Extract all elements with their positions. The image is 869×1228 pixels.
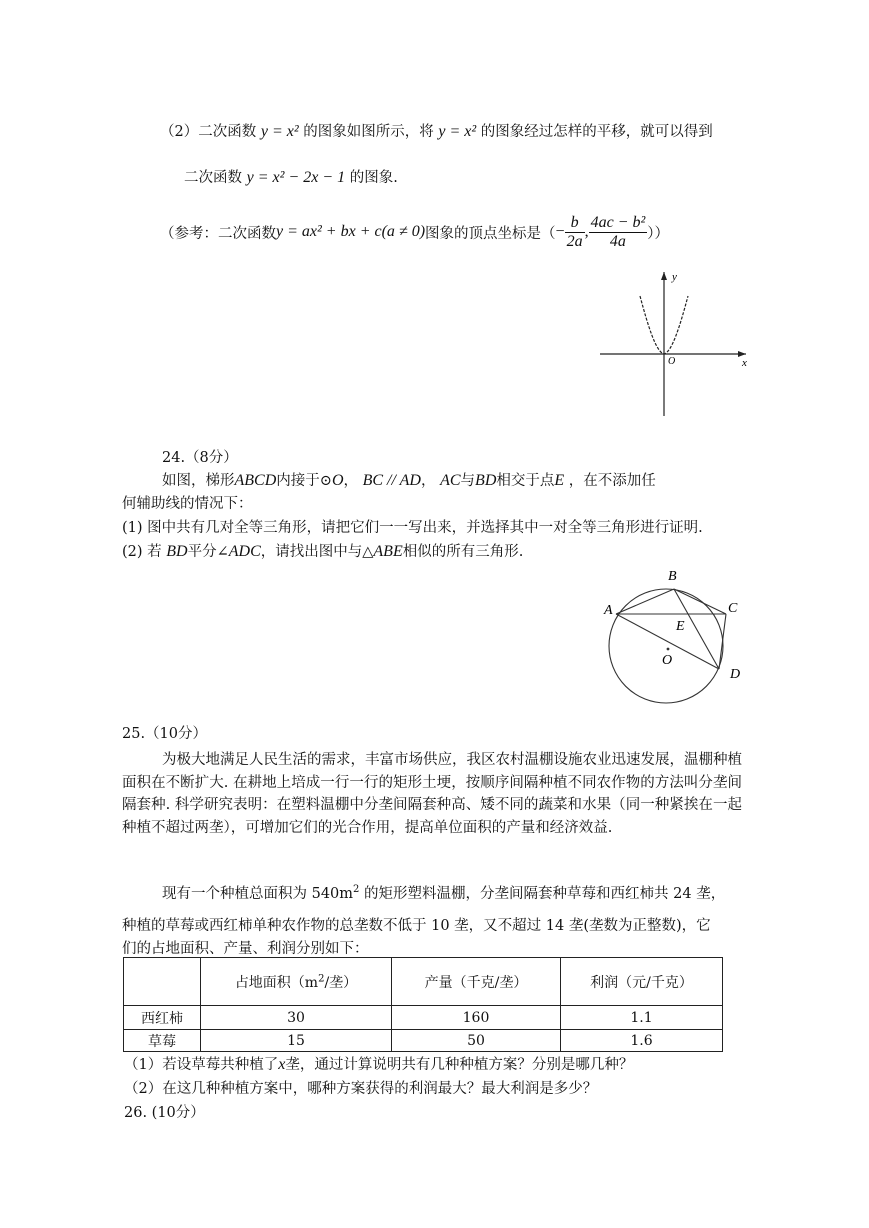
text: （2）二次函数 — [160, 124, 257, 140]
formula: y = x² — [260, 123, 299, 140]
vertex-y-fraction — [589, 214, 648, 251]
text: /垄） — [324, 974, 358, 991]
segment-cd — [719, 614, 726, 669]
row-name: 草莓 — [124, 1030, 201, 1052]
q26-heading: 26. (10分） — [124, 1105, 205, 1121]
symbol: AC — [440, 472, 461, 489]
text: 的图象. — [349, 170, 398, 186]
q23-line1 — [160, 120, 713, 141]
y-axis-arrow — [661, 272, 667, 280]
text: 的图象如图所示，将 — [303, 124, 434, 140]
q23-reference — [160, 208, 669, 256]
text: 的矩形塑料温棚，分垄间隔套种草莓和西红柿共 24 垄， — [359, 886, 726, 902]
text: 现有一个种植总面积为 540m — [162, 886, 354, 902]
label-d: D — [730, 667, 741, 682]
denominator: 4a — [609, 232, 626, 250]
x-label: x — [742, 357, 747, 369]
parabola-graph — [596, 266, 756, 418]
center-point — [667, 648, 670, 651]
minus-sign: − — [555, 223, 565, 240]
text: 的图象经过怎样的平移，就可以得到 — [480, 124, 713, 140]
segment-bc — [674, 589, 726, 614]
text: 如图，梯形 — [162, 473, 235, 489]
table-row — [124, 1006, 723, 1030]
symbol: BC // AD — [362, 472, 421, 489]
circle-trapezoid-figure — [596, 566, 746, 714]
row-profit: 1.1 — [561, 1006, 723, 1030]
numerator: 4ac − b² — [590, 213, 646, 231]
symbol: E — [554, 472, 565, 489]
text: ， — [420, 473, 436, 489]
text: 相交于点 — [496, 473, 555, 489]
text: 相似的所有三角形. — [402, 544, 524, 560]
text: （1）若设草莓共种植了 — [124, 1057, 279, 1073]
q24-part1: (1) 图中共有几对全等三角形，请把它们一一写出来，并选择其中一对全等三角形进行证明. — [122, 520, 703, 536]
row-profit: 1.6 — [561, 1030, 723, 1052]
symbol: ADC — [228, 543, 261, 560]
text: (2) 若 — [122, 544, 162, 560]
label-c: C — [728, 601, 738, 616]
table-header-row — [124, 958, 723, 1006]
vertex-x-fraction — [565, 214, 585, 251]
text: ，请找出图中与△ — [260, 544, 374, 560]
text: 内接于⊙ — [276, 473, 332, 489]
superscript: 2 — [353, 884, 360, 896]
text: 与 — [460, 473, 476, 489]
text: （参考：二次函数 — [160, 225, 276, 242]
text: 图象的顶点坐标是（ — [425, 225, 556, 242]
q25-question-2: （2）在这几种种植方案中，哪种方案获得的利润最大？最大利润是多少？ — [124, 1081, 598, 1097]
header-yield: 产量（千克/垄） — [392, 958, 561, 1006]
label-o: O — [662, 653, 673, 668]
text: ，在不添加任 — [568, 473, 656, 489]
q25-question-1 — [124, 1053, 633, 1074]
symbol: ABCD — [234, 472, 277, 489]
q23-line2 — [184, 166, 398, 187]
formula: y = x² — [438, 123, 477, 140]
text: 二次函数 — [184, 170, 242, 186]
text: 平分∠ — [187, 544, 229, 560]
q24-intro — [162, 469, 656, 490]
q25-para2-line2: 种植的草莓或西红柿单种农作物的总垄数不低于 10 垄，又不超过 14 垄(垄数为正整数)，它 — [122, 918, 711, 934]
q25-heading: 25.（10分） — [122, 726, 208, 742]
table-row — [124, 1030, 723, 1052]
symbol: ABE — [373, 543, 403, 560]
symbol: BD — [166, 543, 188, 560]
origin-label: O — [668, 356, 676, 367]
superscript: 2 — [318, 972, 325, 984]
symbol: O — [331, 472, 344, 489]
text: ）） — [647, 225, 670, 242]
q25-para2-line1 — [162, 882, 725, 903]
denominator: 2a — [566, 232, 583, 250]
label-e: E — [676, 619, 685, 634]
variable: x — [278, 1056, 286, 1073]
row-yield: 160 — [392, 1006, 561, 1030]
comma: , — [584, 223, 589, 240]
label-a: A — [604, 603, 613, 618]
text: 垄，通过计算说明共有几种种植方案？分别是哪几种？ — [285, 1057, 634, 1073]
q25-para2-line3: 们的占地面积、产量、利润分别如下： — [122, 941, 369, 957]
formula: y = x² − 2x − 1 — [246, 169, 346, 186]
label-b: B — [668, 569, 677, 584]
header-profit: 利润（元/千克） — [561, 958, 723, 1006]
text: 占地面积（m — [234, 974, 319, 991]
formula: y = ax² + bx + c(a ≠ 0) — [276, 223, 426, 240]
row-yield: 50 — [392, 1030, 561, 1052]
text: ， — [343, 473, 358, 489]
row-area: 15 — [201, 1030, 392, 1052]
q24-intro-line2: 何辅助线的情况下： — [122, 496, 253, 512]
row-name: 西红柿 — [124, 1006, 201, 1030]
numerator: b — [565, 214, 585, 233]
q25-paragraph-1: 为极大地满足人民生活的需求，丰富市场供应，我区农村温棚设施农业迅速发展，温棚种植面积在不断扩大. 在耕地上培成一行一行的矩形土埂，按顺序间隔种植不同农作物的方法叫分垄间隔套种. 科学研究表明：在塑料温棚中分垄间隔套种高、矮不同的蔬菜和水果（同一种紧挨在一起种植不超过两垄），可增加它们的光合作用，提高单位面积的产量和经济效益. — [122, 752, 742, 836]
q24-heading: 24.（8分） — [162, 450, 238, 466]
y-label: y — [672, 271, 677, 283]
q24-part2 — [122, 540, 523, 561]
row-area: 30 — [201, 1006, 392, 1030]
header-area — [201, 958, 392, 1006]
crop-table — [123, 957, 723, 1052]
header-empty — [124, 958, 201, 1006]
symbol: BD — [475, 472, 497, 489]
